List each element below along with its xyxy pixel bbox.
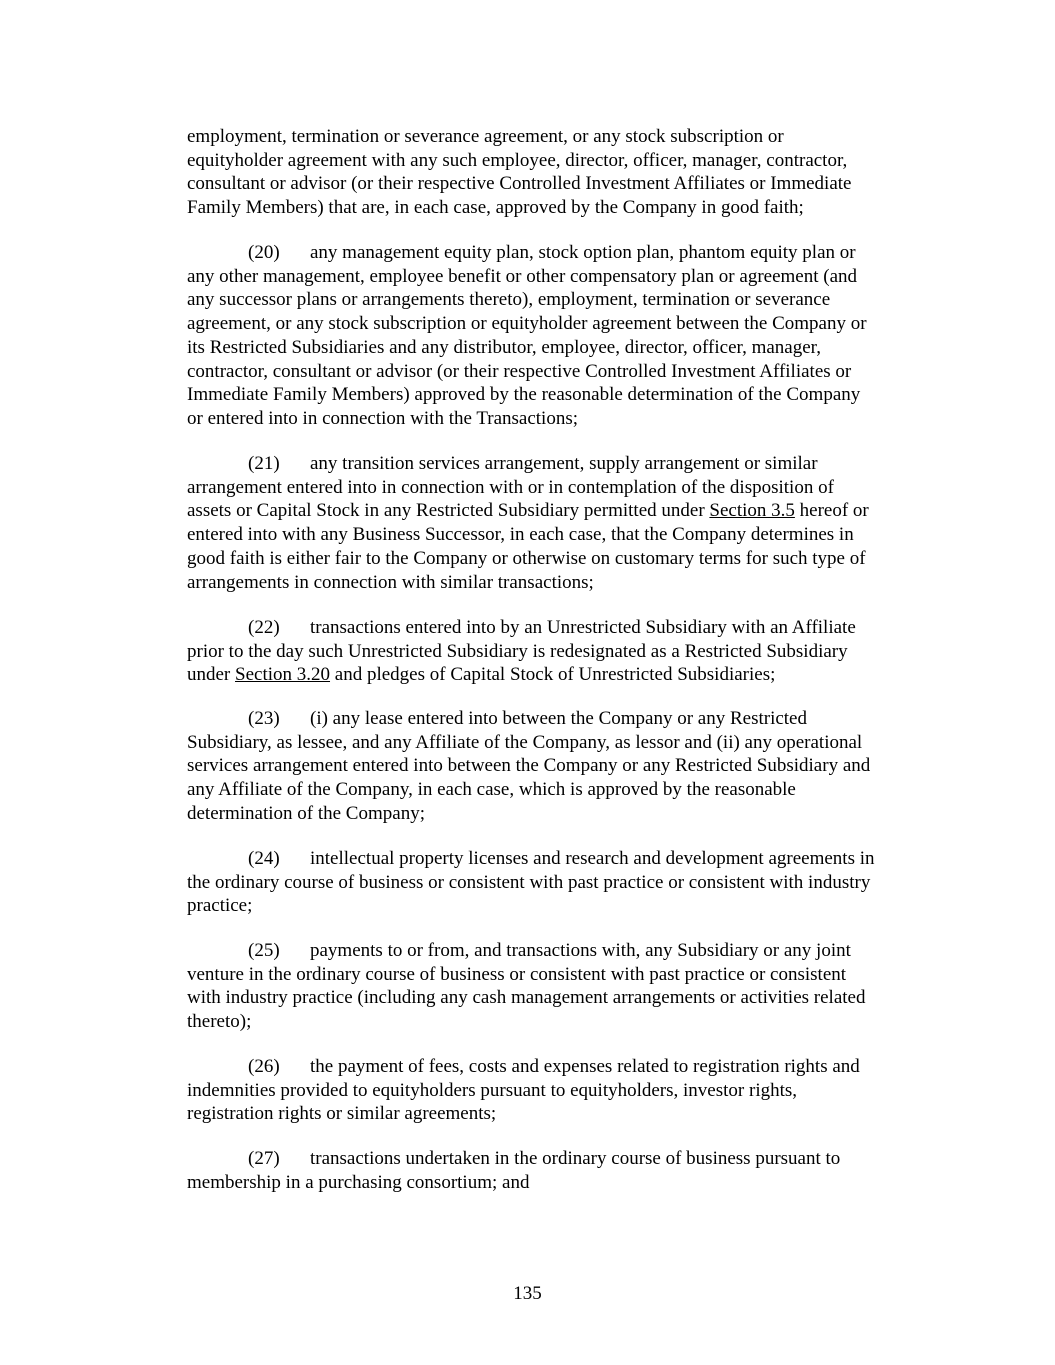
text-line: any successor plans or arrangements thereto), employment, termination or severance [187, 289, 831, 311]
text-line: registration rights or similar agreements; [187, 1103, 497, 1125]
text-line: prior to the day such Unrestricted Subsidiary is redesignated as a Restricted Subsidiary [187, 640, 848, 662]
text-line: the ordinary course of business or consistent with past practice or consistent with industry [187, 871, 871, 893]
text-line [187, 452, 932, 476]
text-line: contractor, consultant or advisor (or their respective Controlled Investment Affiliates or [187, 360, 852, 382]
text-line: agreement, or any stock subscription or equityholder agreement between the Company or [187, 313, 867, 335]
clause-number: (22) [248, 617, 280, 638]
clause-number: (23) [248, 708, 280, 729]
text-line: or entered into in connection with the Transactions; [187, 407, 579, 429]
text-line: entered into with any Business Successor, in each case, that the Company determines in [187, 524, 854, 546]
clause-23 [187, 707, 932, 826]
clause-text: hereof or [794, 500, 869, 522]
text-line [187, 499, 932, 523]
text-line: consultant or advisor (or their respective Controlled Investment Affiliates or Immediate [187, 173, 852, 195]
text-line: Family Members) that are, in each case, approved by the Company in good faith; [187, 197, 804, 219]
clause-number: (24) [248, 848, 280, 869]
clause-text: any transition services arrangement, supply arrangement or similar [310, 453, 818, 474]
text-line [187, 847, 932, 871]
text-line: determination of the Company; [187, 802, 425, 824]
clause-text: and pledges of Capital Stock of Unrestricted Subsidiaries; [330, 664, 776, 686]
clause-24 [187, 847, 932, 918]
text-line: thereto); [187, 1011, 252, 1033]
clause-number: (20) [248, 242, 280, 263]
text-line: good faith is either fair to the Company or otherwise on customary terms for such type of [187, 547, 866, 569]
section-3-20-link[interactable]: Section 3.20 [235, 664, 331, 686]
clause-number: (27) [248, 1148, 280, 1169]
clause-25 [187, 939, 932, 1034]
clause-20 [187, 241, 932, 431]
section-3-5-link[interactable]: Section 3.5 [709, 500, 795, 522]
clause-number: (26) [248, 1056, 280, 1077]
text-line: indemnities provided to equityholders pursuant to equityholders, investor rights, [187, 1079, 798, 1101]
text-line: services arrangement entered into between the Company or any Restricted Subsidiary and [187, 755, 871, 777]
text-line [187, 1055, 932, 1079]
text-line [187, 241, 932, 265]
clause-27 [187, 1147, 932, 1194]
text-line: with industry practice (including any cash management arrangements or activities related [187, 987, 866, 1009]
text-line: arrangement entered into in connection with or in contemplation of the disposition of [187, 476, 834, 498]
text-line: employment, termination or severance agreement, or any stock subscription or [187, 126, 784, 147]
text-line: equityholder agreement with any such employee, director, officer, manager, contractor, [187, 149, 848, 171]
clause-22 [187, 616, 932, 687]
text-line: any Affiliate of the Company, in each case, which is approved by the reasonable [187, 779, 796, 801]
text-line: Subsidiary, as lessee, and any Affiliate of the Company, as lessor and (ii) any operational [187, 731, 863, 753]
page-number: 135 [513, 1283, 542, 1304]
clause-text: transactions undertaken in the ordinary course of business pursuant to [310, 1148, 841, 1169]
clause-text: intellectual property licenses and research and development agreements in [310, 848, 875, 869]
clause-text: transactions entered into by an Unrestricted Subsidiary with an Affiliate [310, 617, 856, 638]
clause-26 [187, 1055, 932, 1126]
clause-21 [187, 452, 932, 594]
clause-text: (i) any lease entered into between the Company or any Restricted [310, 708, 807, 729]
text-line [187, 707, 932, 731]
clause-text: payments to or from, and transactions with, any Subsidiary or any joint [310, 940, 851, 961]
clause-text: the payment of fees, costs and expenses related to registration rights and [310, 1056, 860, 1077]
text-line [187, 1147, 932, 1171]
text-line: membership in a purchasing consortium; and [187, 1171, 530, 1193]
text-line: arrangements in connection with similar transactions; [187, 571, 594, 593]
text-line [187, 616, 932, 640]
text-line: its Restricted Subsidiaries and any distributor, employee, director, officer, manager, [187, 336, 821, 358]
clause-number: (25) [248, 940, 280, 961]
clause-number: (21) [248, 453, 280, 474]
text-line [187, 663, 932, 687]
text-line: practice; [187, 895, 253, 917]
text-line: Immediate Family Members) approved by the reasonable determination of the Company [187, 384, 861, 406]
clause-text: any management equity plan, stock option plan, phantom equity plan or [310, 242, 856, 263]
clause-text: under [187, 664, 236, 686]
text-line: venture in the ordinary course of business or consistent with past practice or consistent [187, 963, 847, 985]
clause-text: assets or Capital Stock in any Restricted Subsidiary permitted under [187, 500, 710, 522]
text-line: any other management, employee benefit or other compensatory plan or agreement (and [187, 265, 858, 287]
text-line [187, 939, 932, 963]
continuation-paragraph [187, 125, 932, 220]
